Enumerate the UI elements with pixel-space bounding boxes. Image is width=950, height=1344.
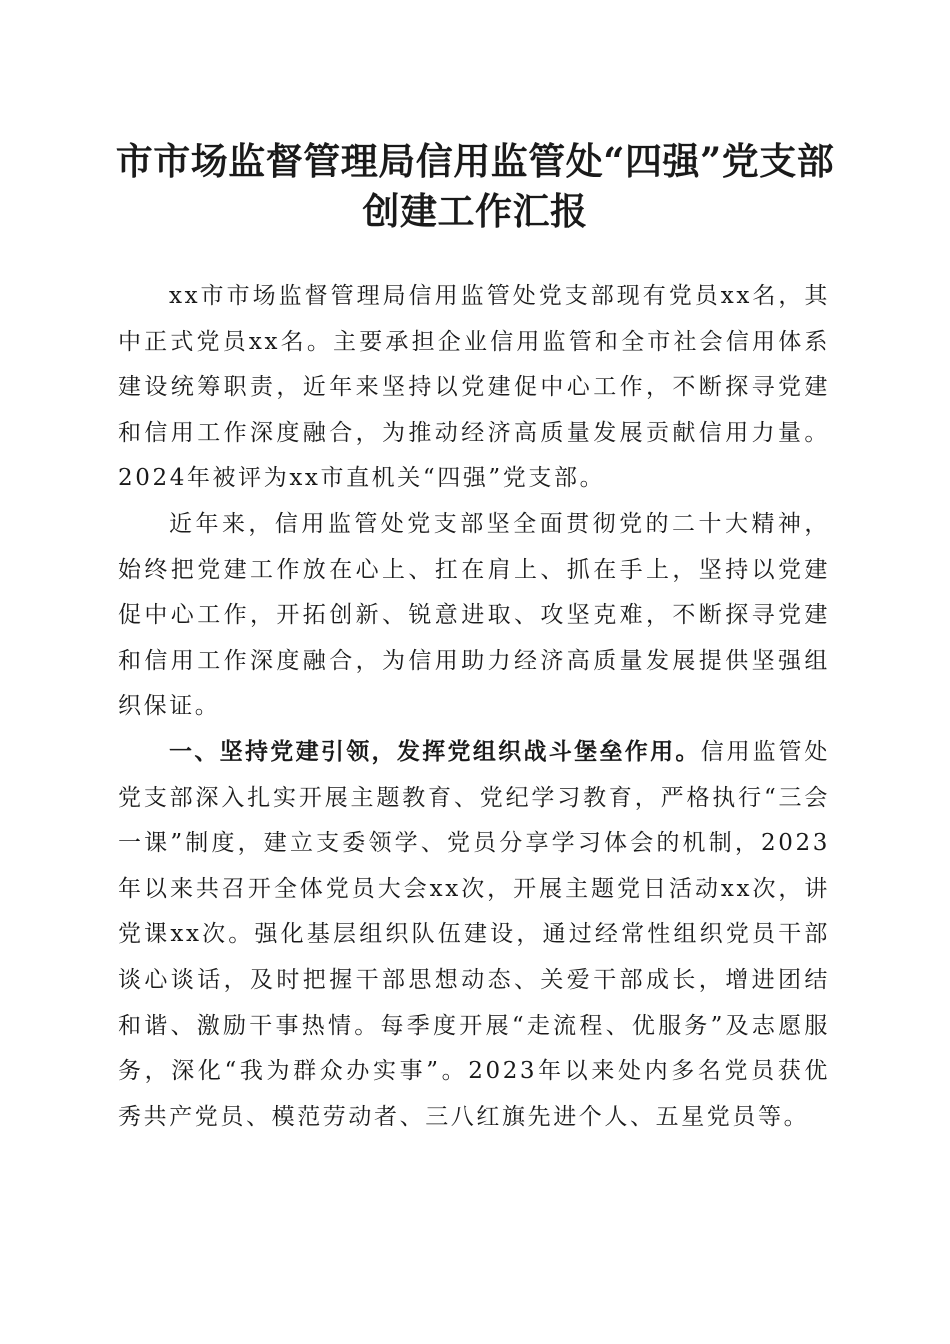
paragraph-section-one	[118, 730, 830, 1140]
document-title-line-2: 创建工作汇报	[362, 189, 588, 233]
paragraph-overview: 近年来，信用监管处党支部坚全面贯彻党的二十大精神，始终把党建工作放在心上、扛在肩上、抓在手上，坚持以党建促中心工作，开拓创新、锐意进取、攻坚克难，不断探寻党建和信用工作深度融合，为信用助力经济高质量发展提供坚强组织保证。	[118, 510, 830, 720]
paragraph-intro: xx市市场监督管理局信用监管处党支部现有党员xx名，其中正式党员xx名。主要承担企业信用监管和全市社会信用体系建设统筹职责，近年来坚持以党建促中心工作，不断探寻党建和信用工作深度融合，为推动经济高质量发展贡献信用力量。2024年被评为xx市直机关“四强”党支部。	[118, 283, 830, 492]
section-one-text: 信用监管处党支部深入扎实开展主题教育、党纪学习教育，严格执行“三会一课”制度，建立支委领学、党员分享学习体会的机制，2023年以来共召开全体党员大会xx次，开展主题党日活动xx次，讲党课xx次。强化基层组织队伍建设，通过经常性组织党员干部谈心谈话，及时把握干部思想动态、关爱干部成长，增进团结和谐、激励干事热情。每季度开展“走流程、优服务”及志愿服务，深化“我为群众办实事”。2023年以来处内多名党员获优秀共产党员、模范劳动者、三八红旗先进个人、五星党员等。	[118, 738, 831, 1130]
document-title-line-1: 市市场监督管理局信用监管处“四强”党支部	[115, 139, 835, 183]
document-body	[118, 274, 830, 1140]
section-one-heading: 一、坚持党建引领，发挥党组织战斗堡垒作用。	[169, 738, 701, 765]
